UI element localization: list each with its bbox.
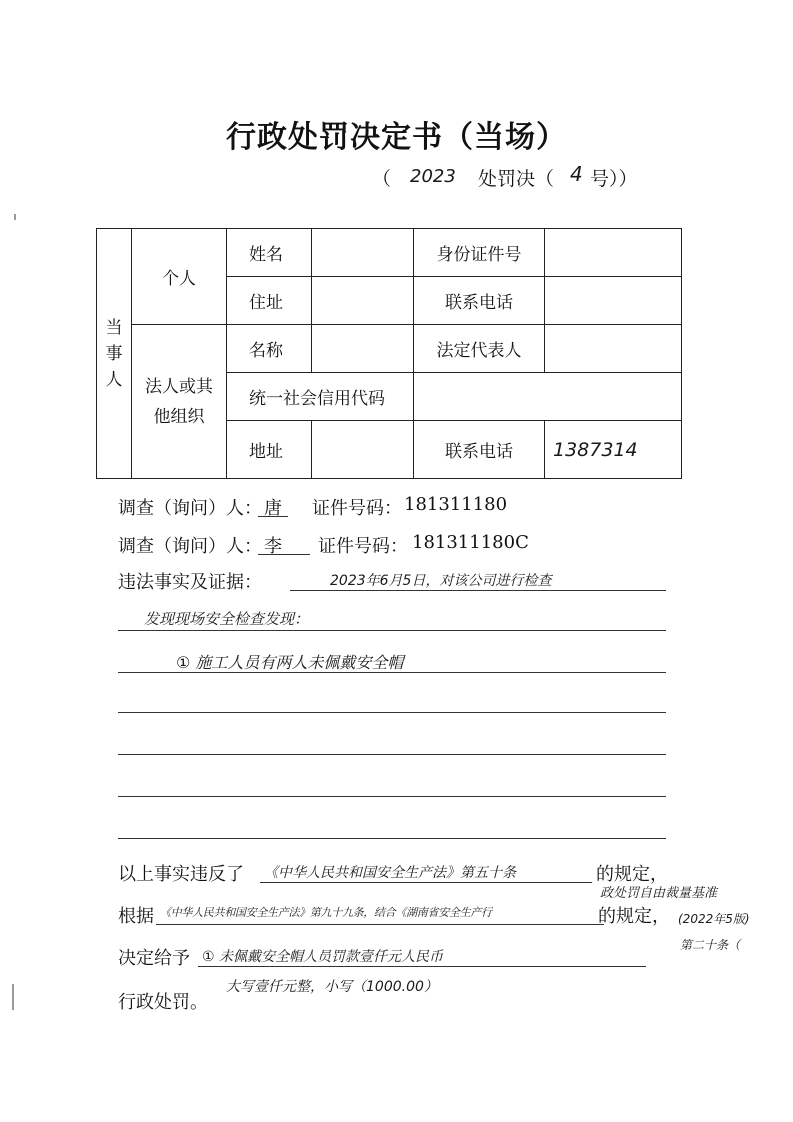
decision-prefix: 决定给予 — [118, 948, 190, 969]
investigator1-cert-value: 181311180 — [404, 494, 508, 515]
name-value — [312, 229, 414, 277]
investigator2-label: 调查（询问）人： — [118, 536, 262, 557]
facts-line-3 — [118, 672, 666, 673]
facts-line-4 — [118, 712, 666, 713]
party-label: 当事人 — [97, 229, 132, 479]
violation-prefix: 以上事实违反了 — [118, 864, 244, 885]
basis-suffix: 的规定， — [598, 906, 670, 927]
org-address-label: 地址 — [227, 421, 312, 479]
org-phone-value: 1387314 — [545, 421, 682, 479]
facts-handwritten-line2: 发现现场安全检查发现： — [144, 610, 310, 628]
scan-mark-top — [14, 214, 16, 220]
decision-handwritten-line2: 大写壹仟元整，小写（1000.00） — [226, 979, 438, 995]
facts-label: 违法事实及证据： — [118, 572, 262, 593]
violation-handwritten: 《中华人民共和国安全生产法》第五十条 — [264, 865, 516, 881]
basis-margin-note-1: 政处罚自由裁量基准 — [600, 886, 718, 901]
address-value — [312, 277, 414, 325]
decision-underline — [198, 966, 646, 967]
investigator1-label: 调查（询问）人： — [118, 498, 262, 519]
doc-number-close: 号）） — [590, 168, 638, 190]
facts-line-5 — [118, 754, 666, 755]
violation-suffix: 的规定， — [596, 864, 668, 885]
address-label: 住址 — [227, 277, 312, 325]
doc-number-open: （ — [372, 168, 392, 190]
phone-label: 联系电话 — [414, 277, 545, 325]
facts-handwritten-line3: ① 施工人员有两人未佩戴安全帽 — [176, 653, 404, 672]
individual-label: 个人 — [132, 229, 227, 325]
org-name-label: 名称 — [227, 325, 312, 373]
org-address-value — [312, 421, 414, 479]
doc-number-middle: 处罚决（ — [478, 168, 555, 190]
violation-underline — [260, 882, 592, 883]
facts-handwritten-line1: 2023年6月5日，对该公司进行检查 — [330, 573, 552, 589]
org-phone-label: 联系电话 — [414, 421, 545, 479]
phone-value — [545, 277, 682, 325]
document-title: 行政处罚决定书（当场） — [226, 120, 567, 155]
basis-prefix: 根据 — [118, 906, 154, 927]
legal-rep-value — [545, 325, 682, 373]
legal-rep-label: 法定代表人 — [414, 325, 545, 373]
investigator2-name-underline — [258, 554, 310, 555]
org-label: 法人或其他组织 — [132, 325, 227, 479]
scan-mark-bottom — [12, 984, 14, 1010]
facts-line-2 — [118, 630, 666, 631]
id-value — [545, 229, 682, 277]
decision-handwritten-line1: ① 未佩戴安全帽人员罚款壹仟元人民币 — [202, 949, 443, 965]
investigator2-name: 李 — [264, 536, 282, 557]
basis-underline — [156, 924, 604, 925]
closing-text: 行政处罚。 — [118, 992, 208, 1013]
credit-code-value — [414, 373, 682, 421]
name-label: 姓名 — [227, 229, 312, 277]
facts-line-1 — [290, 590, 666, 591]
basis-handwritten: 《中华人民共和国安全生产法》第九十九条，结合《湖南省安全生产行 — [160, 906, 492, 919]
party-info-table — [96, 228, 682, 479]
investigator1-name-underline — [258, 516, 288, 517]
credit-code-label: 统一社会信用代码 — [227, 373, 414, 421]
investigator1-name: 唐 — [264, 498, 282, 519]
facts-line-7 — [118, 838, 666, 839]
facts-line-6 — [118, 796, 666, 797]
doc-number-value: 4 — [570, 162, 583, 186]
investigator2-cert-label: 证件号码： — [318, 536, 408, 557]
investigator2-cert-value: 181311180C — [412, 532, 529, 553]
investigator1-cert-label: 证件号码： — [312, 498, 402, 519]
doc-number-year: 2023 — [410, 166, 456, 187]
basis-margin-note-3: 第二十条（ — [680, 938, 741, 952]
id-label: 身份证件号 — [414, 229, 545, 277]
org-name-value — [312, 325, 414, 373]
basis-margin-note-2: (2022年5版) — [678, 912, 750, 926]
